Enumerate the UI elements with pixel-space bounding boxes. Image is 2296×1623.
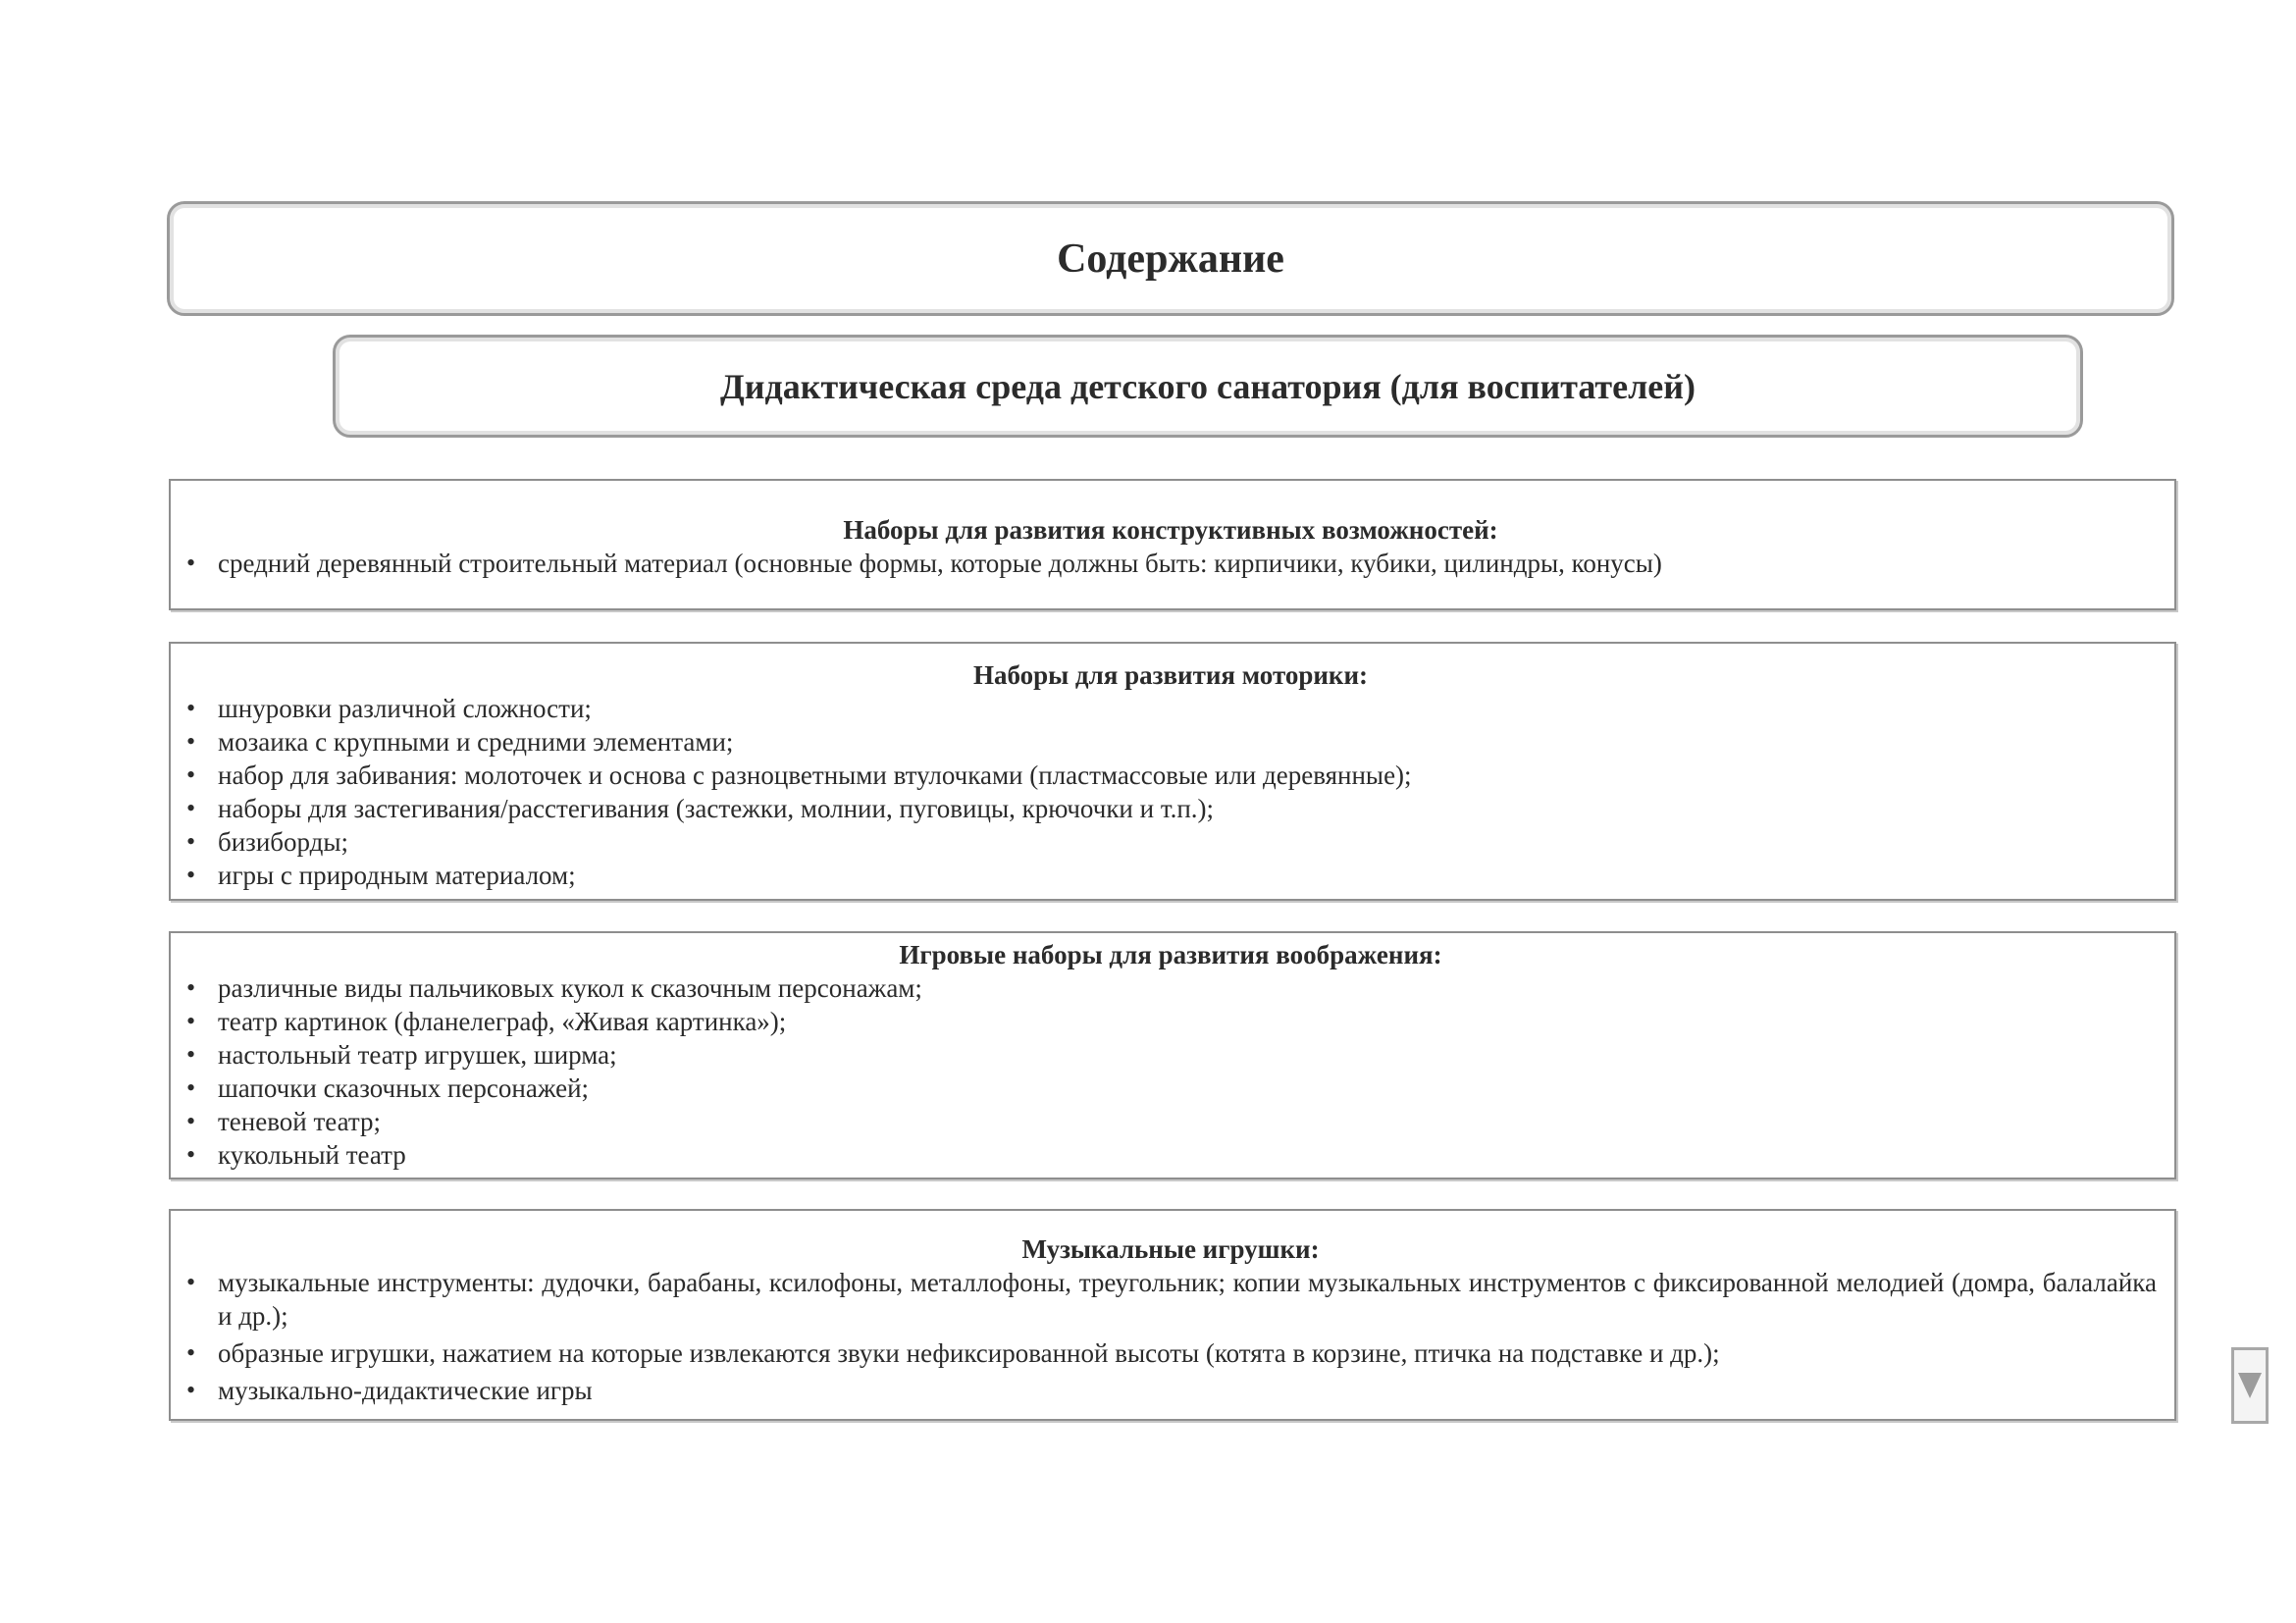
list-item: • музыкальные инструменты: дудочки, барабаны, ксилофоны, металлофоны, треугольник; копии музыкальных инструментов с фиксированной мелодией (домра, балалайка и др.); [184,1266,2157,1333]
section-title: Музыкальные игрушки: [1021,1234,1320,1264]
item-list [184,692,2157,892]
section-motor-sets [169,642,2176,901]
list-item: • игры с природным материалом; [184,859,2157,892]
section-title: Игровые наборы для развития воображения: [899,940,1442,969]
page-subtitle-text: Дидактическая среда детского санатория (для воспитателей) [720,366,1696,406]
scroll-down-button[interactable] [2231,1347,2269,1424]
section-title: Наборы для развития конструктивных возможностей: [843,515,1498,545]
item-list [184,1266,2157,1407]
section-musical-toys [169,1209,2176,1421]
list-item: • средний деревянный строительный материал (основные формы, которые должны быть: кирпичики, кубики, цилиндры, конусы) [184,547,2157,580]
section-constructive-sets [169,479,2176,610]
page-subtitle [333,335,2083,438]
list-item: • шапочки сказочных персонажей; [184,1072,2157,1105]
section-imagination-sets [169,931,2176,1179]
page-title-text: Содержание [1057,236,1284,282]
list-item: • настольный театр игрушек, ширма; [184,1038,2157,1072]
list-item: • музыкально-дидактические игры [184,1374,2157,1407]
list-item: • наборы для застегивания/расстегивания (застежки, молнии, пуговицы, крючочки и т.п.); [184,792,2157,825]
item-list [184,971,2157,1172]
list-item: • теневой театр; [184,1105,2157,1138]
triangle-down-icon [2236,1369,2264,1402]
list-item: • мозаика с крупными и средними элементами; [184,725,2157,759]
list-item: • кукольный театр [184,1138,2157,1172]
item-list [184,547,2157,580]
list-item: • шнуровки различной сложности; [184,692,2157,725]
list-item: • набор для забивания: молоточек и основа с разноцветными втулочками (пластмассовые или деревянные); [184,759,2157,792]
page-title [167,201,2174,316]
list-item: • театр картинок (фланелеграф, «Живая картинка»); [184,1005,2157,1038]
list-item: • образные игрушки, нажатием на которые извлекаются звуки нефиксированной высоты (котята в корзине, птичка на подставке и др.); [184,1336,2157,1370]
list-item: • бизиборды; [184,825,2157,859]
section-title: Наборы для развития моторики: [972,660,1369,690]
list-item: • различные виды пальчиковых кукол к сказочным персонажам; [184,971,2157,1005]
